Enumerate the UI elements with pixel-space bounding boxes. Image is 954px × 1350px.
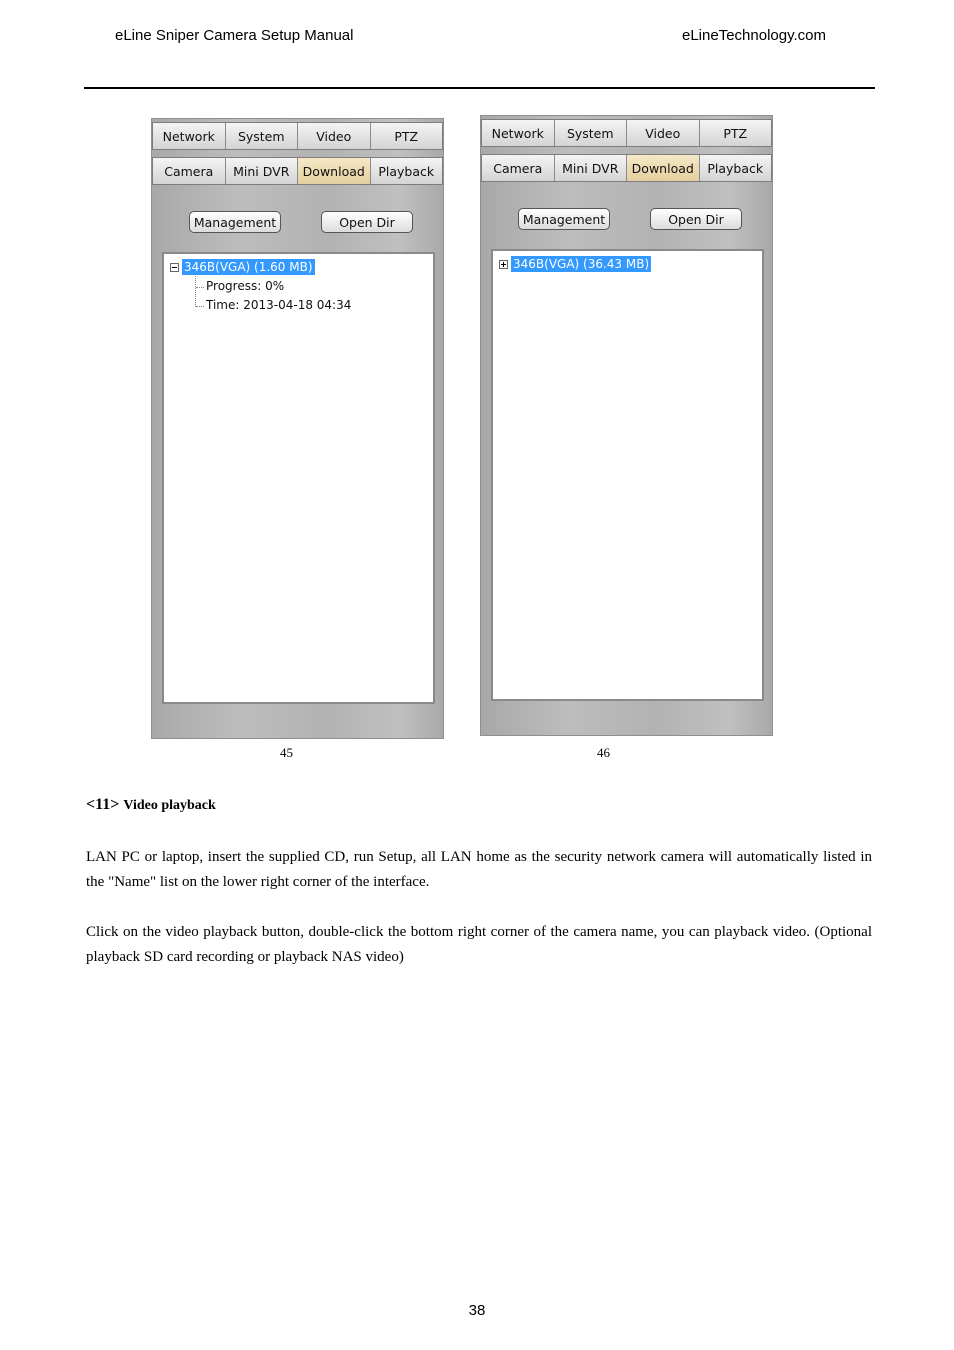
tab-system[interactable]: System bbox=[555, 120, 628, 146]
tab-ptz[interactable]: PTZ bbox=[700, 120, 772, 146]
download-panel-collapsed bbox=[480, 115, 773, 736]
download-panel-expanded bbox=[151, 118, 444, 739]
tab-mini-dvr[interactable]: Mini DVR bbox=[555, 155, 628, 181]
page-number: 38 bbox=[468, 1302, 486, 1319]
header-title: eLine Sniper Camera Setup Manual bbox=[115, 27, 354, 44]
header-rule bbox=[84, 87, 875, 89]
section-heading bbox=[86, 796, 216, 814]
tree-node-label[interactable]: 346B(VGA) (1.60 MB) bbox=[184, 260, 313, 274]
tree-node-root[interactable] bbox=[170, 259, 315, 275]
collapse-icon[interactable] bbox=[170, 263, 179, 272]
section-title: Video playback bbox=[123, 798, 216, 813]
header-website: eLineTechnology.com bbox=[682, 27, 826, 44]
open-dir-button[interactable]: Open Dir bbox=[321, 211, 413, 233]
tree-node-label[interactable]: 346B(VGA) (36.43 MB) bbox=[513, 257, 650, 271]
sub-tab-bar bbox=[481, 154, 772, 182]
paragraph: Click on the video playback button, double-click the bottom right corner of the camera name, you can playback video. (Optional playback SD card recording or playback NAS video) bbox=[86, 924, 872, 965]
tree-connector bbox=[195, 274, 196, 307]
tab-download[interactable]: Download bbox=[298, 158, 371, 184]
tab-download[interactable]: Download bbox=[627, 155, 700, 181]
tab-ptz[interactable]: PTZ bbox=[371, 123, 443, 149]
download-tree bbox=[491, 249, 764, 701]
tab-network[interactable]: Network bbox=[153, 123, 226, 149]
tab-video[interactable]: Video bbox=[298, 123, 371, 149]
tree-connector bbox=[196, 287, 204, 288]
tab-camera[interactable]: Camera bbox=[153, 158, 226, 184]
tab-network[interactable]: Network bbox=[482, 120, 555, 146]
tree-child-time: Time: 2013-04-18 04:34 bbox=[206, 298, 352, 312]
tab-system[interactable]: System bbox=[226, 123, 299, 149]
tab-video[interactable]: Video bbox=[627, 120, 700, 146]
expand-icon[interactable] bbox=[499, 260, 508, 269]
tab-mini-dvr[interactable]: Mini DVR bbox=[226, 158, 299, 184]
paragraph: LAN PC or laptop, insert the supplied CD, run Setup, all LAN home as the security network camera will automatically listed in the "Name" list on the lower right corner of the interface. bbox=[86, 849, 872, 890]
tree-child-progress: Progress: 0% bbox=[206, 279, 285, 293]
figure-caption-45: 45 bbox=[280, 745, 293, 760]
tree-connector bbox=[196, 306, 204, 307]
tab-playback[interactable]: Playback bbox=[700, 155, 772, 181]
management-button[interactable]: Management bbox=[518, 208, 610, 230]
section-number: <11> bbox=[86, 796, 120, 813]
main-tab-bar bbox=[152, 122, 443, 150]
figure-caption-46: 46 bbox=[597, 745, 610, 760]
tree-node-root[interactable] bbox=[499, 256, 651, 272]
open-dir-button[interactable]: Open Dir bbox=[650, 208, 742, 230]
tab-playback[interactable]: Playback bbox=[371, 158, 443, 184]
main-tab-bar bbox=[481, 119, 772, 147]
sub-tab-bar bbox=[152, 157, 443, 185]
download-tree bbox=[162, 252, 435, 704]
tab-camera[interactable]: Camera bbox=[482, 155, 555, 181]
management-button[interactable]: Management bbox=[189, 211, 281, 233]
